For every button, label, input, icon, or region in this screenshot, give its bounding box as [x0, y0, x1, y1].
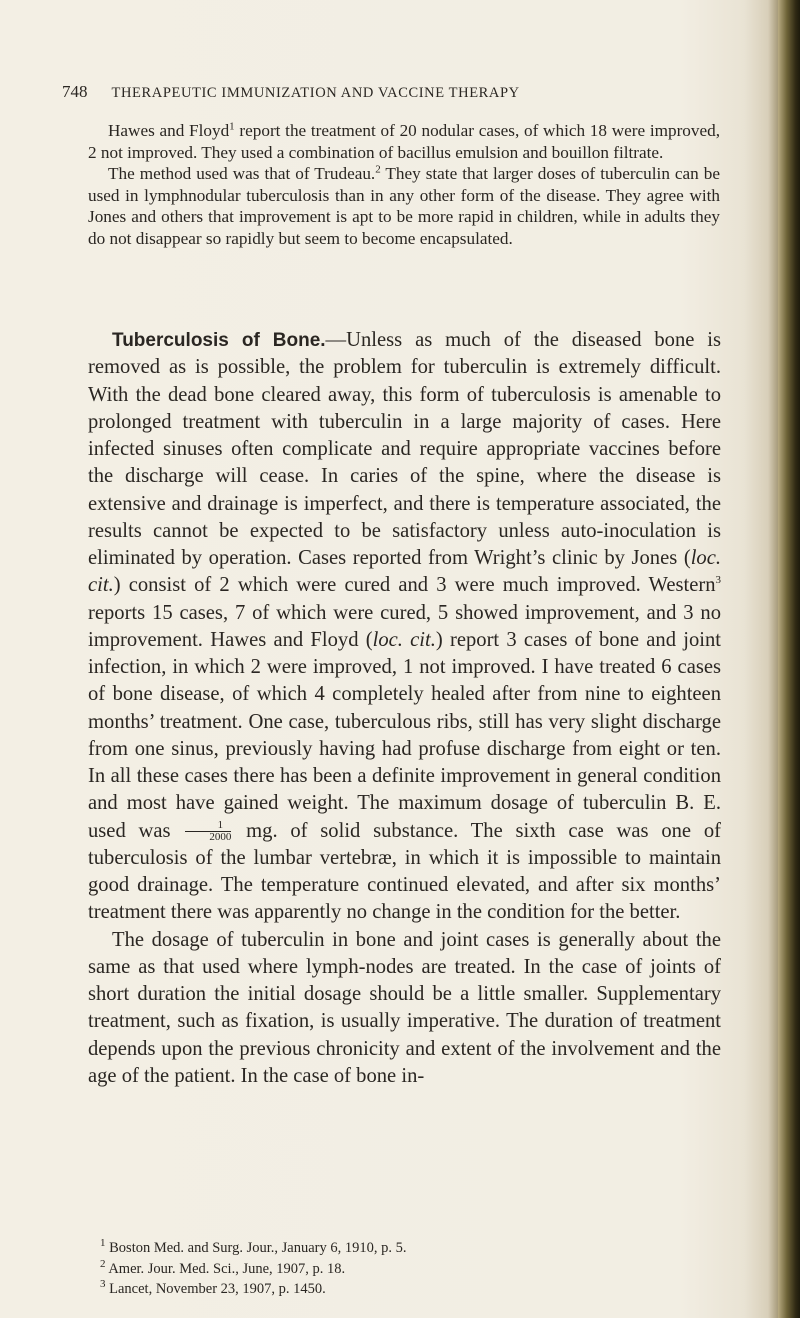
- footnote: $^1$ Boston Med. and Surg. Jour., January 6, 1910, p. 5.: [100, 1237, 407, 1256]
- section-paragraph-2: The dosage of tuberculin in bone and joint cases is generally about the same as that used where lymph-nodes are treated. In the case of joints of short duration the initial dosage should be a little smaller. Supplementary treatment, such as fixation, is usually imperative. The duration of treatment depends upon the previous chronicity and extent of the involvement and the age of the patient. In the case of bone in-: [88, 928, 721, 1087]
- footnote-ref: 3: [715, 574, 721, 587]
- intro-paragraph-2: The method used was that of Trudeau.$^2$ They state that larger doses of tuberculin can be used in lymphnodular tuberculosis than in any other form of the disease. They agree with Jones and others that improvement is apt to be more rapid in children, while in adults they do not disappear so rapidly but seem to become encapsulated.: [88, 163, 720, 248]
- dosage-fraction: $\frac{1}{2000}$: [185, 820, 231, 843]
- footnote-ref: 2: [375, 163, 381, 176]
- page-number: 748: [62, 82, 88, 101]
- running-title: THERAPEUTIC IMMUNIZATION AND VACCINE THERAPY: [111, 85, 520, 101]
- running-header: [62, 82, 702, 102]
- section-tuberculosis-of-bone: [88, 327, 721, 1090]
- book-spine-edge: [778, 0, 800, 1318]
- footnote-ref: 1: [229, 120, 235, 133]
- section-paragraph-1: Tuberculosis of Bone.—Unless as much of the diseased bone is removed as is possible, the problem for tuberculin is extremely difficult. With the dead bone cleared away, this form of tuberculosis is amenable to prolonged treatment with tuberculin in a large majority of cases. Here infected sinuses often complicate and require appropriate vaccines before the discharge will cease. In caries of the spine, where the disease is extensive and drainage is imperfect, and there is temperature associated, the results cannot be expected to be satisfactory unless auto-inoculation is eliminated by operation. Cases reported from Wright’s clinic by Jones (loc. cit.) consist of 2 which were cured and 3 were much improved. Western$^3$ reports 15 cases, 7 of which were cured, 5 showed improvement, and 3 no improvement. Hawes and Floyd (loc. cit.) report 3 cases of bone and joint infection, in which 2 were improved, 1 not improved. I have treated 6 cases of bone disease, of which 4 completely healed after from nine to eighteen months’ treatment. One case, tuberculous ribs, still has very slight discharge from one sinus, previously having had profuse discharge from eight or ten. In all these cases there has been a definite improvement in general condition and most have gained weight. The maximum dosage of tuberculin B. E. used was $\frac{1}{2000}$ mg. of solid substance. The sixth case was one of tuberculosis of the lumbar vertebræ, in which it is impossible to maintain good drainage. The temperature continued elevated, and after six months’ treatment there was apparently no change in the condition for the better.: [88, 329, 722, 924]
- section-heading: Tuberculosis of Bone.: [112, 330, 326, 351]
- footnote: $^3$ Lancet, November 23, 1907, p. 1450.: [100, 1278, 326, 1297]
- footnote: $^2$ Amer. Jour. Med. Sci., June, 1907, p. 18.: [100, 1257, 346, 1277]
- intro-paragraph-1: Hawes and Floyd$^1$ report the treatment of 20 nodular cases, of which 18 were improved, 2 not improved. They used a combination of bacillus emulsion and bouillon filtrate.: [88, 120, 721, 162]
- footnotes: [100, 1238, 700, 1300]
- intro-text: [88, 120, 720, 249]
